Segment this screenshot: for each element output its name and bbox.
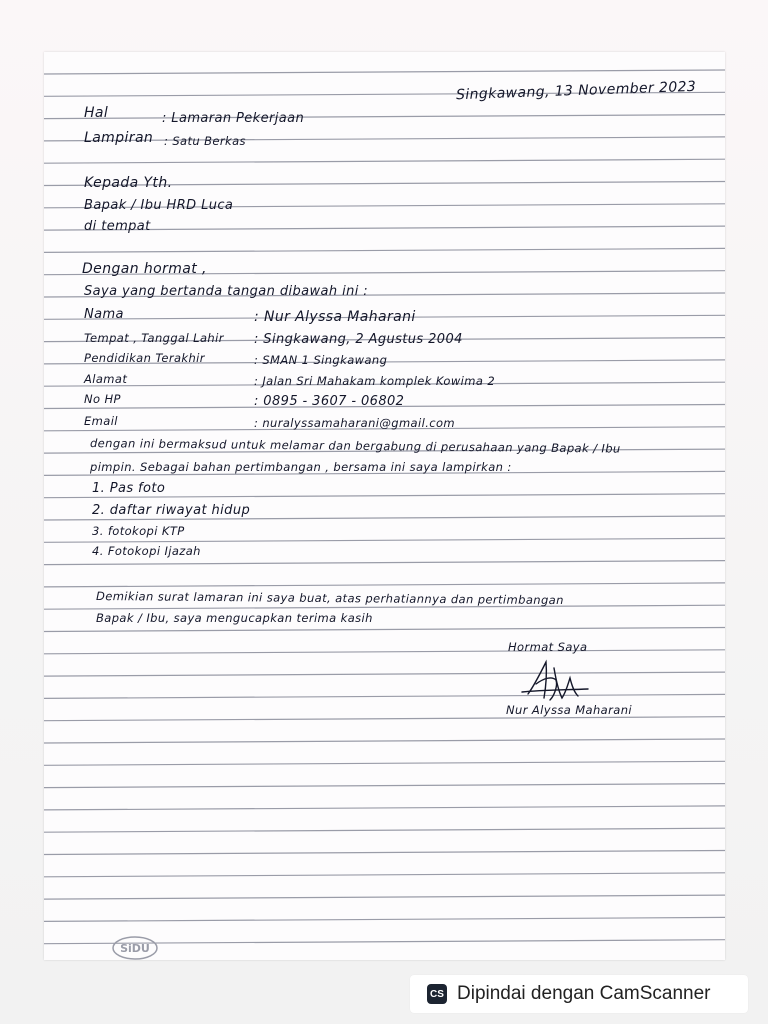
ruled-line (44, 605, 725, 609)
ruled-line (44, 828, 725, 832)
ruled-line (44, 70, 725, 74)
field-label: No HP (84, 392, 121, 406)
field-value: : Nur Alyssa Maharani (254, 309, 416, 325)
recipient-line-1: Kepada Yth. (84, 175, 173, 191)
ruled-line (44, 628, 725, 632)
ruled-line (44, 895, 725, 899)
field-label: Email (84, 414, 118, 428)
field-label: Nama (84, 307, 124, 322)
list-item: 1. Pas foto (92, 481, 166, 496)
recipient-line-3: di tempat (84, 219, 151, 234)
list-item: 2. daftar riwayat hidup (92, 503, 251, 518)
field-value: : 0895 - 3607 - 06802 (254, 394, 405, 409)
sidu-stamp-logo (110, 934, 160, 960)
signature-mark (520, 656, 590, 710)
ruled-line (44, 115, 725, 119)
camscanner-watermark (410, 975, 748, 1013)
ruled-line (44, 761, 725, 765)
list-item: 3. fotokopi KTP (92, 524, 185, 538)
camscanner-logo-icon: CS (427, 984, 447, 1004)
closing-line-1: Demikian surat lamaran ini saya buat, atas perhatiannya dan pertimbangan (95, 589, 564, 608)
ruled-line (44, 538, 725, 542)
field-label: Pendidikan Terakhir (84, 351, 205, 365)
ruled-line (44, 873, 725, 877)
ruled-line (44, 739, 725, 743)
signoff: Hormat Saya (508, 640, 588, 654)
lined-paper-sheet (44, 52, 725, 960)
intro-line: Saya yang bertanda tangan dibawah ini : (84, 284, 369, 299)
body-line-2: pimpin. Sebagai bahan pertimbangan , bersama ini saya lampirkan : (90, 460, 512, 474)
ruled-line (44, 561, 725, 565)
lampiran-label: Lampiran (84, 130, 154, 146)
ruled-line (44, 159, 725, 163)
ruled-line (44, 650, 725, 654)
field-value: : Singkawang, 2 Agustus 2004 (254, 332, 463, 347)
field-label: Tempat , Tanggal Lahir (84, 331, 224, 345)
closing-line-2: Bapak / Ibu, saya mengucapkan terima kasih (96, 611, 373, 625)
ruled-line (44, 248, 725, 252)
list-item: 4. Fotokopi Ijazah (92, 544, 201, 558)
ruled-line (44, 784, 725, 788)
ruled-line (44, 806, 725, 810)
field-value: : nuralyssamaharani@gmail.com (254, 416, 456, 430)
ruled-line (44, 694, 725, 698)
greeting: Dengan hormat , (82, 261, 207, 277)
ruled-line (44, 583, 725, 587)
field-label: Alamat (84, 372, 128, 386)
ruled-line (44, 672, 725, 676)
field-value: : SMAN 1 Singkawang (254, 353, 388, 367)
ruled-line (44, 717, 725, 721)
recipient-line-2: Bapak / Ibu HRD Luca (84, 198, 234, 213)
lampiran-value: : Satu Berkas (164, 134, 246, 148)
stamp-text: SiDU (120, 942, 150, 955)
place-date: Singkawang, 13 November 2023 (455, 78, 697, 104)
hal-value: : Lamaran Pekerjaan (162, 111, 305, 126)
body-line-1: dengan ini bermaksud untuk melamar dan bergabung di perusahaan yang Bapak / Ibu (89, 436, 621, 456)
field-value: : Jalan Sri Mahakam komplek Kowima 2 (254, 374, 496, 388)
signer-name: Nur Alyssa Maharani (506, 703, 632, 717)
ruled-line (44, 917, 725, 921)
camscanner-label: Dipindai dengan CamScanner (457, 983, 711, 1004)
hal-label: Hal (84, 105, 109, 121)
ruled-line (44, 851, 725, 855)
